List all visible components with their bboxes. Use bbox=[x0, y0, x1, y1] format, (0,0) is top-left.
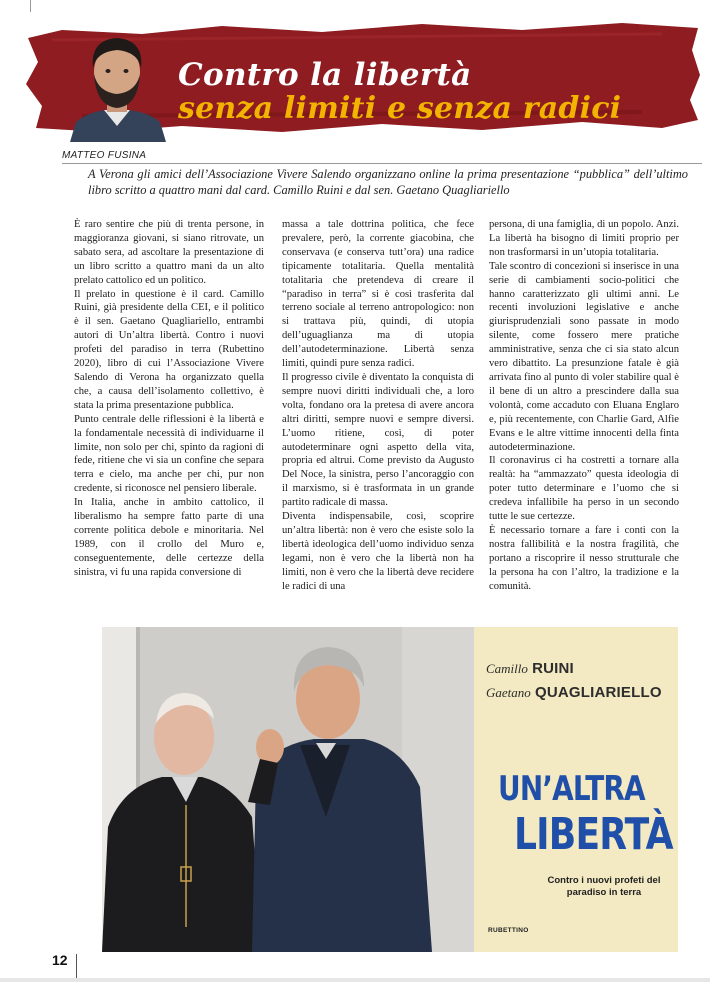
footer-rule bbox=[76, 954, 77, 978]
authors-photo bbox=[102, 627, 474, 952]
book-title-line-2: LIBERTÀ bbox=[514, 809, 673, 860]
crop-mark bbox=[30, 0, 31, 12]
article-intro: A Verona gli amici dell’Associazione Vivere Salendo organizzano online la prima presentazione “pubblica” dell’ultimo libro scritto a quattro mani dal card. Camillo Ruini e dal sen. Gaetano Quagliariello bbox=[88, 167, 688, 197]
article-column-2 bbox=[282, 218, 474, 593]
author-last-name: QUAGLIARIELLO bbox=[534, 684, 662, 701]
paragraph: Diventa indispensabile, così, scoprire un’altra libertà: non è vero che esiste solo la libertà ideologica dell’uomo individuo senza legami, non è vero che la libertà non ha limiti, non è vero che la libertà deve recidere le radici di una bbox=[282, 511, 474, 592]
paragraph: Punto centrale delle riflessioni è la libertà e la fondamentale necessità di individuarne il limite, non solo per chi, spinto da ragioni di fede, ritiene che vi sia un confine che separa terra e cielo, ma anche per chi, pur non credente, si riconosce nel pensiero liberale. bbox=[74, 413, 264, 495]
page-number: 12 bbox=[52, 952, 68, 968]
book-cover bbox=[474, 627, 678, 952]
book-author-2 bbox=[486, 684, 662, 701]
headline-line-1: Contro la libertà bbox=[178, 57, 472, 93]
paragraph: persona, di una famiglia, di un popolo. Anzi. La libertà ha bisogno di limiti proprio per non trasformarsi in un’utopia totalitaria. bbox=[489, 219, 679, 258]
paragraph: In Italia, anche in ambito cattolico, il liberalismo ha sempre fatto parte di una corrente politica debole e minoritaria. Nel 1989, con il crollo del Muro e, conseguentemente, delle certezze della sinistra, vi fu una rapida conversione di bbox=[74, 497, 264, 578]
book-title-line-1: UN’ALTRA bbox=[498, 769, 645, 809]
article-headline bbox=[178, 58, 698, 126]
paragraph: Il progresso civile è diventato la conquista di sempre nuovi diritti individuali che, a loro volta, fondano ora la pretesa di avere ancora altri diritti, sempre nuovi e sempre diversi. L’uomo ritiene, così, di poter autodeterminare ogni aspetto della vita, propria ed altrui. Come previsto da Augusto Del Noce, la sinistra, perso l’ancoraggio con il marxismo, si è trasformata in un grande partito radicale di massa. bbox=[282, 371, 474, 509]
paragraph: massa a tale dottrina politica, che fece prevalere, però, la corrente giacobina, che conservava (e conserva tutt’ora) una radice tipicamente totalitaria. Quella mentalità totalitaria che pretendeva di creare il “paradiso in terra” si è così trasferita dal terreno sociale al terreno antropologico: non si trattava più, quindi, di utopia dell’uguaglianza ma di utopia dell’autodeterminazione. Libertà senza limiti, quindi pure senza radici. bbox=[282, 219, 474, 370]
article-column-3 bbox=[489, 218, 679, 593]
paragraph: È necessario tornare a fare i conti con la nostra fallibilità e la nostra fragilità, che portano a riscoprire il nesso strutturale che la persona ha con l’altro, la tradizione e la comunità. bbox=[489, 524, 679, 592]
paragraph: Il coronavirus ci ha costretti a tornare alla realtà: ha “ammazzato” questa ideologia di poter tutto determinare e l’uomo che si credeva infallibile ha perso in un secondo tutte le sue certezze. bbox=[489, 455, 679, 523]
book-subtitle: Contro i nuovi profeti del paradiso in terra bbox=[547, 875, 661, 898]
author-first-name: Gaetano bbox=[486, 685, 531, 700]
author-first-name: Camillo bbox=[486, 661, 528, 676]
paragraph: Tale scontro di concezioni si inserisce in una serie di cambiamenti socio-politici che hanno caratterizzato gli ultimi anni. Le recenti involuzioni legislative e anche giurisprudenziali sono passate in modo silente, come fossero mere pratiche amministrative, senza che ci sia stato alcun vero dibattito. La presunzione fatale è già arrivata fino al punto di voler stabilire qual è il bene di un altro a prescindere dalla sua volontà, come accaduto con Eluana Englaro e, più recentemente, con Charlie Gard, Alfie Evans e le altre vittime innocenti della finta autodeterminazione. bbox=[489, 260, 679, 453]
paragraph: Il prelato in questione è il card. Camillo Ruini, già presidente della CEI, e il politico è il sen. Gaetano Quagliariello, entrambi autori di Un’altra libertà. Contro i nuovi profeti del paradiso in terra (Rubettino 2020), libro di cui l’Associazione Vivere Salendo di Verona ha organizzato quella che, a causa dell’isolamento collettivo, è stata la prima presentazione pubblica. bbox=[74, 288, 264, 411]
author-photo bbox=[66, 22, 168, 142]
headline-line-2: senza limiti e senza radici bbox=[178, 91, 622, 126]
author-byline: MATTEO FUSINA bbox=[62, 150, 147, 161]
author-last-name: RUINI bbox=[532, 660, 574, 677]
paragraph: È raro sentire che più di trenta persone, in maggioranza giovani, si siano ritrovate, un sabato sera, ad ascoltare la presentazione di un libro scritto a quattro mani da un alto prelato cattolico ed un politico. bbox=[74, 219, 264, 286]
page-bottom-edge bbox=[0, 978, 710, 982]
publisher-logo: RUBETTINO bbox=[488, 927, 529, 934]
article-column-1 bbox=[74, 218, 264, 580]
book-author-1 bbox=[486, 660, 574, 677]
byline-divider bbox=[62, 163, 702, 164]
